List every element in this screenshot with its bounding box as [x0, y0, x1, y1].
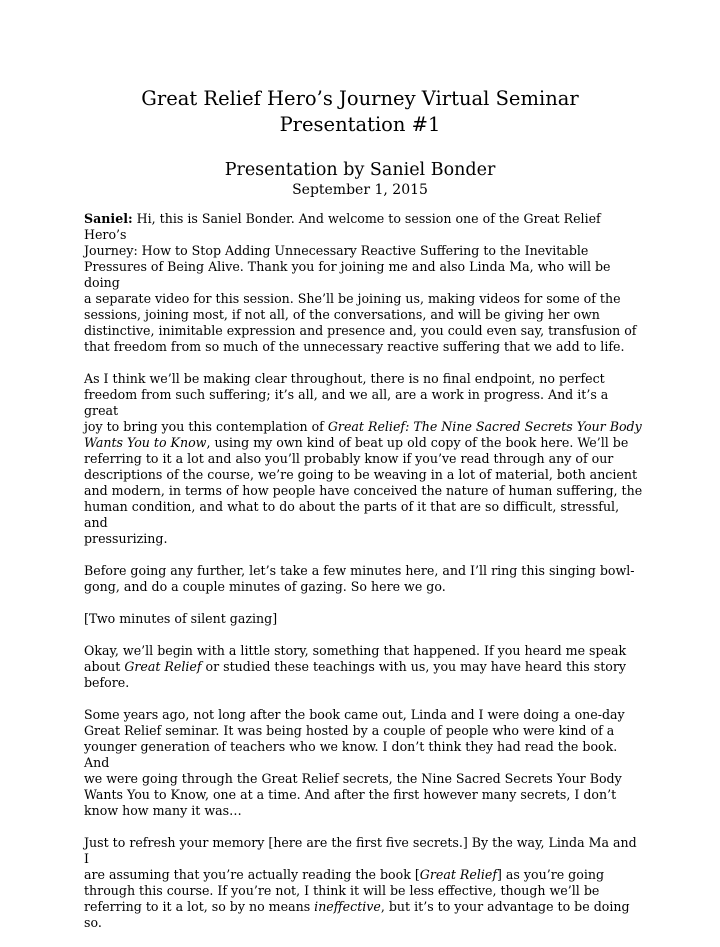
paragraph-3: Before going any further, let’s take a few minutes here, and I’ll ring this singing bowl- gong, and do a couple minutes of gazing. So here we go.	[84, 563, 635, 594]
paragraph-2-part-a: As I think we’ll be making clear throughout, there is no final endpoint, no perfect freedom from such suffering; it’s all, and we all, are a work in progress. And it’s a great joy to bring you this contemplation of	[84, 371, 609, 434]
transcript-body	[84, 211, 644, 947]
book-title-italic: Great Relief	[124, 659, 202, 674]
paragraph-7-part-a: Just to refresh your memory [here are the first five secrets.] By the way, Linda Ma and I are assuming that you’re actually reading the book [	[84, 835, 637, 882]
paragraph-1-text: Hi, this is Saniel Bonder. And welcome to session one of the Great Relief Hero’s Journey: How to Stop Adding Unnecessary Reactive Suffering to the Inevitable Pressures of Being Alive. Thank you for joining me and also Linda Ma, who will be doing a separate video for this session. She’ll be joining us, making videos for some of the sessions, joining most, if not all, of the conversations, and will be giving her own distinctive, inimitable expression and presence and, you could even say, transfusion of that freedom from so much of the unnecessary reactive suffering that we add to life.	[84, 211, 637, 354]
book-title-italic: Great Relief: The Nine Sacred Secrets Your Body Wants You to Know	[84, 419, 642, 450]
book-title-italic: Great Relief	[419, 867, 497, 882]
title-line-1: Great Relief Hero’s Journey Virtual Seminar	[141, 87, 579, 110]
document-title	[0, 86, 720, 138]
paragraph-7-part-c: , but it’s to your advantage to be doing so.	[84, 899, 630, 930]
paragraph-5-part-a: Okay, we’ll begin with a little story, something that happened. If you heard me speak about	[84, 643, 627, 674]
speaker-label: Saniel:	[84, 211, 133, 226]
paragraph-5-part-b: or studied these teachings with us, you may have heard this story before.	[84, 659, 626, 690]
presentation-date: September 1, 2015	[292, 182, 428, 198]
paragraph-6: Some years ago, not long after the book came out, Linda and I were doing a one-day Great Relief seminar. It was being hosted by a couple of people who were kind of a younger generation of teachers who we know. I don’t think they had read the book. And we were going through the Great Relief secrets, the Nine Sacred Secrets Your Body Wants You to Know, one at a time. And after the first however many secrets, I don’t know how many it was…	[84, 707, 625, 818]
paragraph-7	[84, 835, 644, 931]
emphasis-italic: ineffective	[314, 899, 381, 914]
title-line-2: Presentation #1	[279, 113, 441, 136]
paragraph-4: [Two minutes of silent gazing]	[84, 611, 278, 626]
paragraph-7-part-b: ] as you’re going through this course. If you’re not, I think it will be less effective, though we’ll be referring to it a lot, so by no means	[84, 867, 605, 914]
paragraph-1	[84, 211, 644, 355]
paragraph-2	[84, 371, 644, 547]
paragraph-5	[84, 643, 644, 691]
paragraph-2-part-b: , using my own kind of beat up old copy of the book here. We’ll be referring to it a lot and also you’ll probably know if you’ve read through any of our descriptions of the course, we’re going to be weaving in a lot of material, both ancient and modern, in terms of how people have conceived the nature of human suffering, the human condition, and what to do about the parts of it that are so difficult, stressful, and pressurizing.	[84, 435, 643, 546]
presenter-byline: Presentation by Saniel Bonder	[224, 160, 496, 180]
